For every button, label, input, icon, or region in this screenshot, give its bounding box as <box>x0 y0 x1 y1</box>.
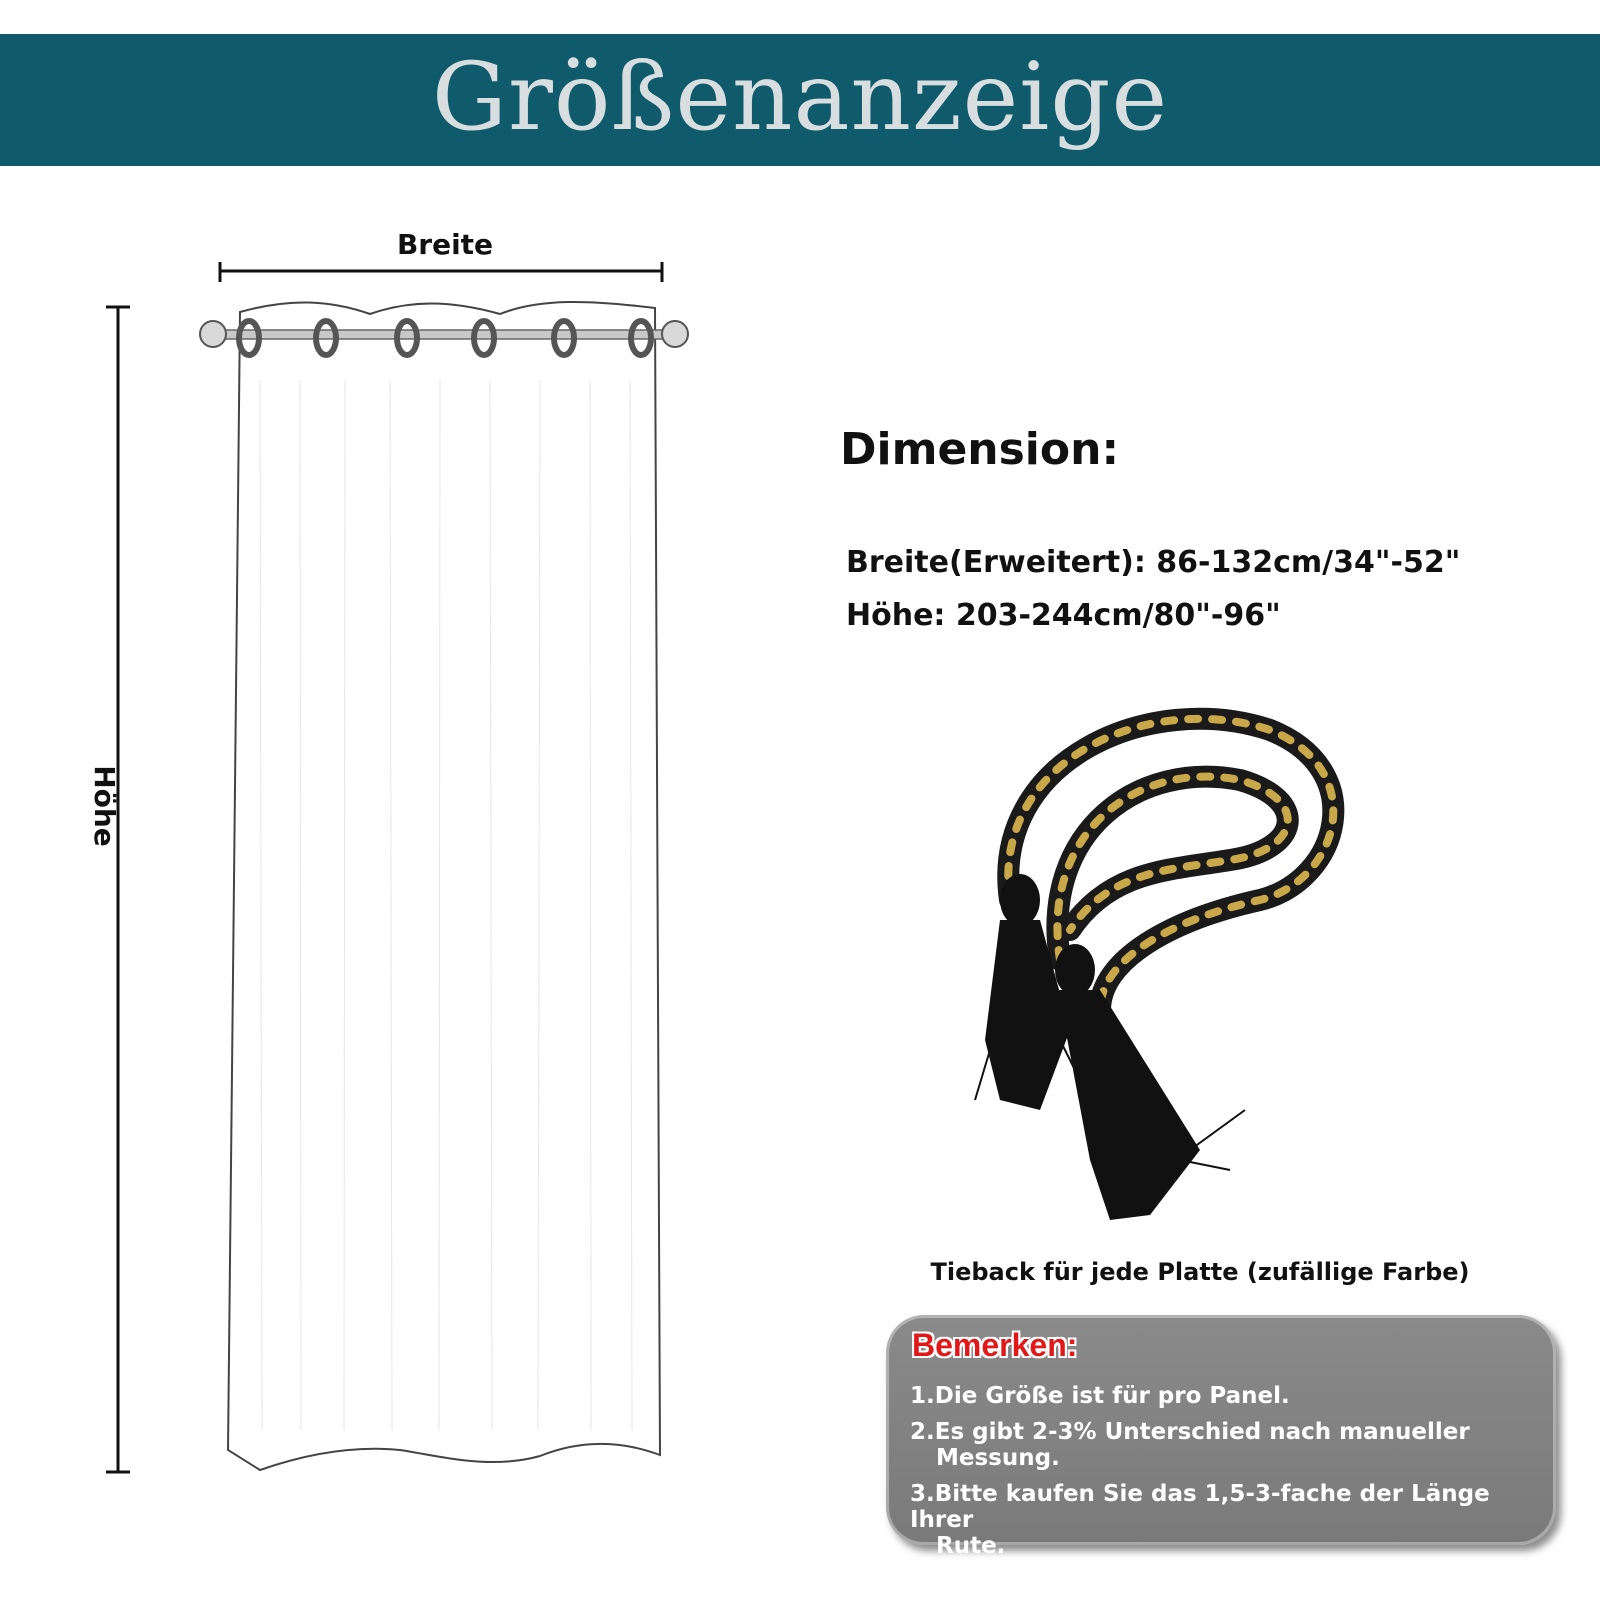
note-item-1: 1.Die Größe ist für pro Panel. <box>910 1383 1290 1409</box>
note-item-2: 2.Es gibt 2-3% Unterschied nach manueller Messung. <box>910 1419 1470 1471</box>
width-label: Breite <box>396 228 494 261</box>
page-title: Größenanzeige <box>431 42 1169 152</box>
tieback-caption: Tieback für jede Platte (zufällige Farbe) <box>930 1258 1470 1286</box>
dimension-width: Breite(Erweitert): 86-132cm/34"-52" <box>846 545 1461 580</box>
dimension-title: Dimension: <box>840 424 1120 475</box>
notes-box <box>886 1315 1556 1559</box>
notes-title: Bemerken: <box>912 1327 1078 1363</box>
height-label: Höhe <box>88 765 121 847</box>
dimension-height: Höhe: 203-244cm/80"-96" <box>846 598 1281 633</box>
note-item-3: 3.Bitte kaufen Sie das 1,5-3-fache der Länge Ihrer Rute. <box>910 1481 1490 1559</box>
